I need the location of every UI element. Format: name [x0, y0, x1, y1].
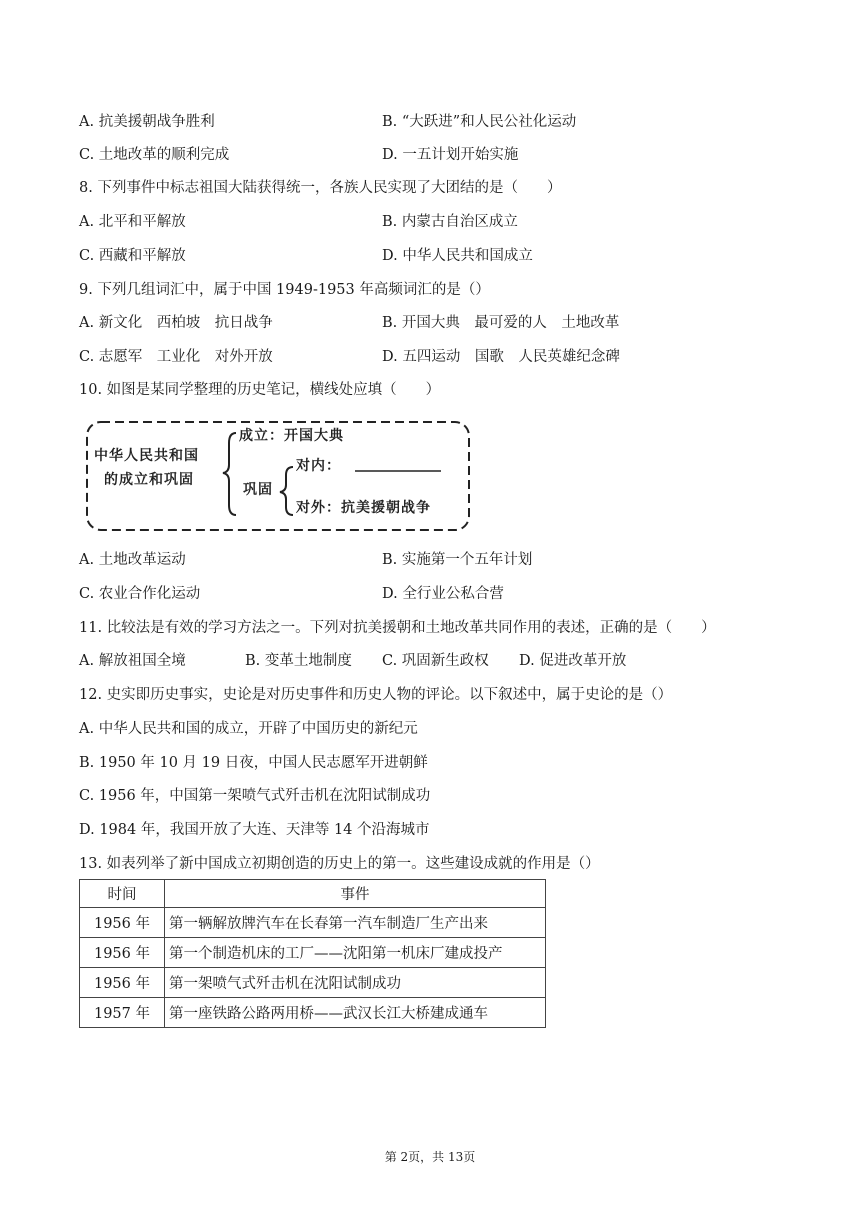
q10-option-c: C. 农业合作化运动: [79, 586, 201, 602]
q12-stem: 12. 史实即历史事实，史论是对历史事件和历史人物的评论。以下叙述中，属于史论的是（）: [79, 687, 673, 703]
q9-option-b: B. 开国大典 最可爱的人 土地改革: [382, 315, 620, 331]
q12-option-c: C. 1956 年，中国第一架喷气式歼击机在沈阳试制成功: [79, 788, 431, 804]
note-domestic: 对内：: [296, 458, 341, 474]
table-cell-event: 第一个制造机床的工厂——沈阳第一机床厂建成投产: [165, 938, 546, 968]
table-row: [80, 938, 546, 968]
table-header-row: [80, 880, 546, 908]
q12-option-a: A. 中华人民共和国的成立，开辟了中国历史的新纪元: [79, 721, 418, 737]
q10-option-b: B. 实施第一个五年计划: [382, 552, 533, 568]
q7-option-b: B. “大跃进”和人民公社化运动: [382, 114, 577, 130]
table-row: [80, 908, 546, 938]
note-root-line1: 中华人民共和国: [94, 448, 199, 464]
q7-option-c: C. 土地改革的顺利完成: [79, 147, 230, 163]
q8-option-a: A. 北平和平解放: [79, 214, 186, 230]
table-header-time: 时间: [80, 880, 165, 908]
q11-option-a: A. 解放祖国全境: [79, 653, 186, 669]
table-header-event: 事件: [165, 880, 546, 908]
q13-stem: 13. 如表列举了新中国成立初期创造的历史上的第一。这些建设成就的作用是（）: [79, 856, 600, 872]
q8-option-b: B. 内蒙古自治区成立: [382, 214, 518, 230]
note-foreign: 对外：抗美援朝战争: [296, 500, 431, 516]
q10-option-a: A. 土地改革运动: [79, 552, 186, 568]
q7-option-d: D. 一五计划开始实施: [382, 147, 519, 163]
table-cell-time: 1956 年: [80, 938, 165, 968]
q9-option-c: C. 志愿军 工业化 对外开放: [79, 349, 273, 365]
table-row: [80, 968, 546, 998]
q13-table: [79, 879, 546, 1028]
q10-stem: 10. 如图是某同学整理的历史笔记，横线处应填（ ）: [79, 382, 441, 398]
note-branch-consolidate: 巩固: [243, 482, 273, 498]
note-root-line2: 的成立和巩固: [104, 472, 194, 488]
q9-option-d: D. 五四运动 国歌 人民英雄纪念碑: [382, 349, 620, 365]
q12-option-d: D. 1984 年，我国开放了大连、天津等 14 个沿海城市: [79, 822, 430, 838]
history-note-diagram: [84, 419, 472, 533]
table-cell-time: 1956 年: [80, 968, 165, 998]
q8-stem: 8. 下列事件中标志祖国大陆获得统一，各族人民实现了大团结的是（ ）: [79, 180, 562, 196]
note-branch-establish: 成立：开国大典: [239, 428, 344, 444]
q12-option-b: B. 1950 年 10 月 19 日夜，中国人民志愿军开进朝鲜: [79, 755, 428, 771]
q8-option-c: C. 西藏和平解放: [79, 248, 186, 264]
table-cell-time: 1957 年: [80, 998, 165, 1028]
q11-option-d: D. 促进改革开放: [519, 653, 627, 669]
page-footer: 第 2页，共 13页: [384, 1150, 476, 1164]
q11-option-c: C. 巩固新生政权: [382, 653, 489, 669]
table-cell-event: 第一架喷气式歼击机在沈阳试制成功: [165, 968, 546, 998]
q11-option-b: B. 变革土地制度: [245, 653, 352, 669]
q7-option-a: A. 抗美援朝战争胜利: [79, 114, 215, 130]
q8-option-d: D. 中华人民共和国成立: [382, 248, 533, 264]
q9-stem: 9. 下列几组词汇中，属于中国 1949-1953 年高频词汇的是（）: [79, 282, 490, 298]
q10-option-d: D. 全行业公私合营: [382, 586, 504, 602]
q9-option-a: A. 新文化 西柏坡 抗日战争: [79, 315, 273, 331]
table-cell-event: 第一辆解放牌汽车在长春第一汽车制造厂生产出来: [165, 908, 546, 938]
table-cell-time: 1956 年: [80, 908, 165, 938]
table-row: [80, 998, 546, 1028]
q11-stem: 11. 比较法是有效的学习方法之一。下列对抗美援朝和土地改革共同作用的表述，正确的是（ ）: [79, 620, 716, 636]
table-cell-event: 第一座铁路公路两用桥——武汉长江大桥建成通车: [165, 998, 546, 1028]
